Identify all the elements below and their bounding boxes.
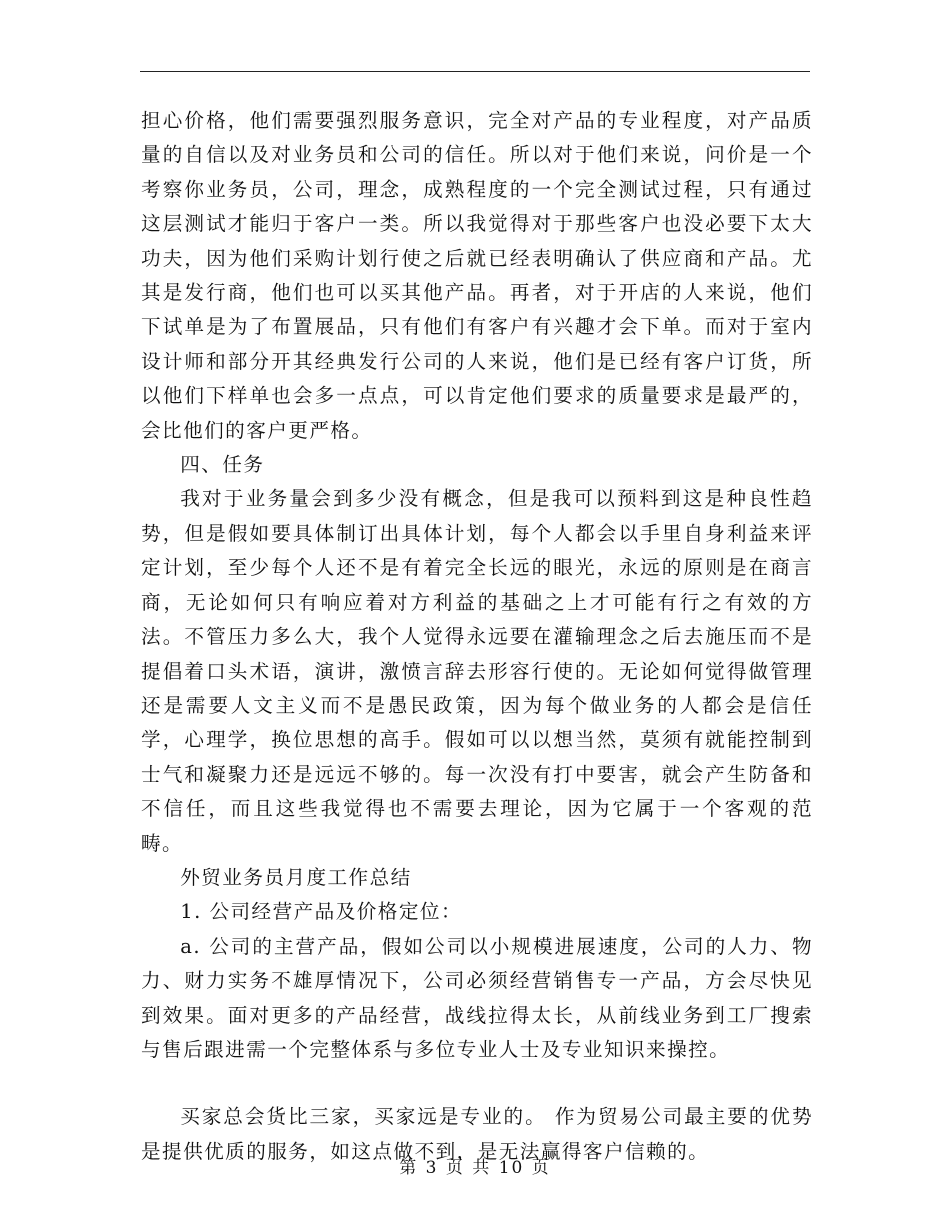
- paragraph-main-products: a. 公司的主营产品，假如公司以小规模进展速度，公司的人力、物力、财力实务不雄厚情况下，公司必须经营销售专一产品，方会尽快见到效果。面对更多的产品经营，战线拉得太长，从前线业务到工厂搜索与售后跟进需一个完整体系与多位专业人士及专业知识来操控。: [141, 934, 813, 1061]
- paragraph-buyers: 买家总会货比三家，买家远是专业的。 作为贸易公司最主要的优势是提供优质的服务，如这点做不到，是无法赢得客户信赖的。: [141, 1105, 813, 1163]
- header-rule: [140, 71, 810, 72]
- paragraph-price-concern: 担心价格，他们需要强烈服务意识，完全对产品的专业程度，对产品质量的自信以及对业务员和公司的信任。所以对于他们来说，问价是一个考察你业务员，公司，理念，成熟程度的一个完全测试过程，只有通过这层测试才能归于客户一类。所以我觉得对于那些客户也没必要下太大功夫，因为他们采购计划行使之后就已经表明确认了供应商和产品。尤其是发行商，他们也可以买其他产品。再者，对于开店的人来说，他们下试单是为了布置展品，只有他们有客户有兴趣才会下单。而对于室内设计师和部分开其经典发行公司的人来说，他们是已经有客户订货，所以他们下样单也会多一点点，可以肯定他们要求的质量要求是最严的，会比他们的客户更严格。: [141, 109, 813, 442]
- document-body: [141, 104, 813, 1169]
- numbered-heading-1: 1. 公司经营产品及价格定位：: [180, 900, 462, 924]
- paragraph-tasks: 我对于业务量会到多少没有概念，但是我可以预料到这是种良性趋势，但是假如要具体制订出具体计划，每个人都会以手里自身利益来评定计划，至少每个人还不是有着完全长远的眼光，永远的原则是在商言商，无论如何只有响应着对方利益的基础之上才可能有行之有效的方法。不管压力多么大，我个人觉得永远要在灌输理念之后去施压而不是提倡着口头术语，演讲，激愤言辞去形容行使的。无论如何觉得做管理还是需要人文主义而不是愚民政策，因为每个做业务的人都会是信任学，心理学，换位思想的高手。假如可以以想当然，莫须有就能控制到士气和凝聚力还是远远不够的。每一次没有打中要害，就会产生防备和不信任，而且这些我觉得也不需要去理论，因为它属于一个客观的范畴。: [141, 487, 813, 855]
- section-heading-tasks: 四、任务: [180, 453, 265, 477]
- page-number-footer: 第 3 页 共 10 页: [399, 1158, 551, 1178]
- document-subtitle: 外贸业务员月度工作总结: [180, 865, 412, 889]
